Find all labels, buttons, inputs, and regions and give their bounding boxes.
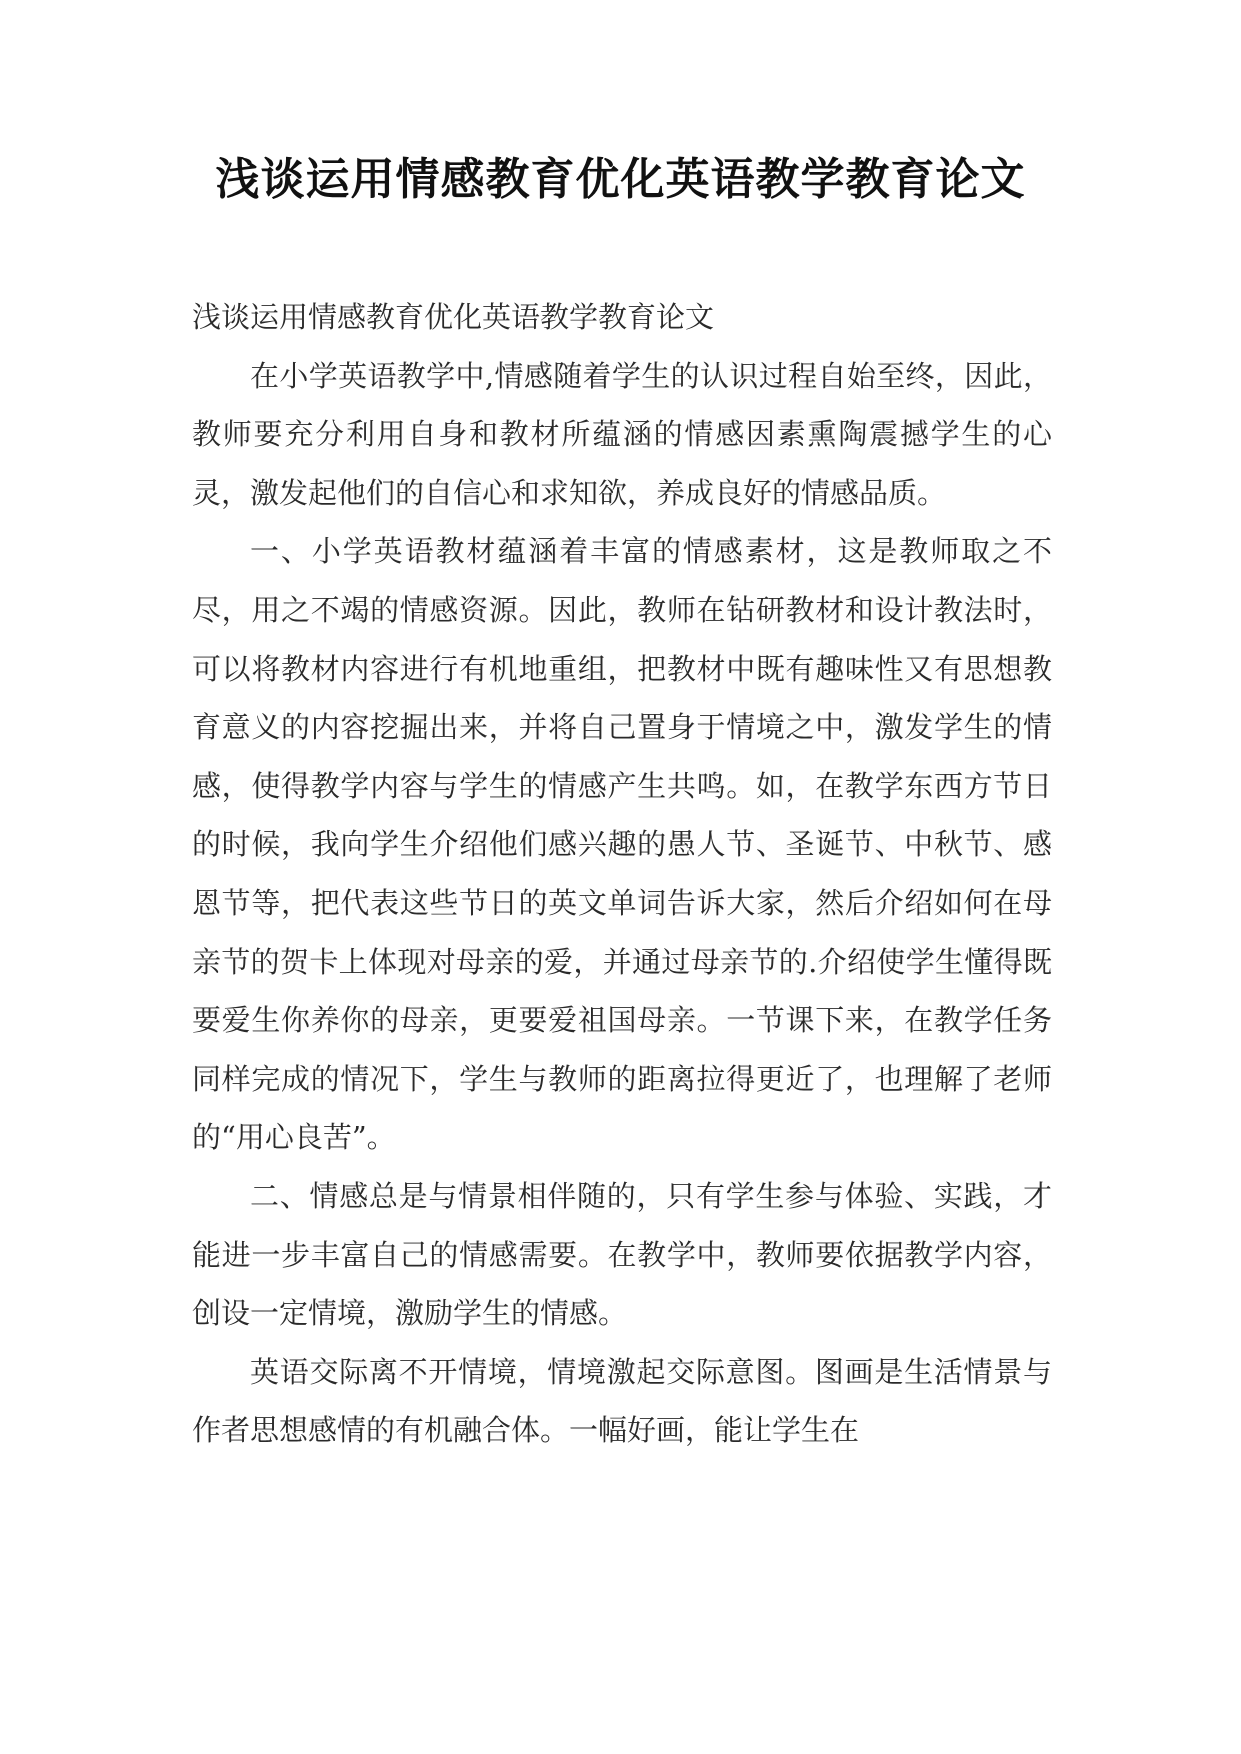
document-body	[192, 288, 1052, 1460]
paragraph-subtitle: 浅谈运用情感教育优化英语教学教育论文	[192, 300, 715, 334]
document-title: 浅谈运用情感教育优化英语教学教育论文	[215, 154, 1026, 205]
paragraph-intro: 在小学英语教学中,情感随着学生的认识过程自始至终，因此，教师要充分利用自身和教材所蕴涵的情感因素熏陶震撼学生的心灵，激发起他们的自信心和求知欲，养成良好的情感品质。	[192, 358, 1052, 510]
paragraph-section-two: 二、情感总是与情景相伴随的，只有学生参与体验、实践，才能进一步丰富自己的情感需要。在教学中，教师要依据教学内容，创设一定情境，激励学生的情感。	[192, 1178, 1052, 1331]
paragraph-situation: 英语交际离不开情境，情境激起交际意图。图画是生活情景与作者思想感情的有机融合体。一幅好画，能让学生在	[192, 1354, 1052, 1448]
paragraph-section-one: 一、小学英语教材蕴涵着丰富的情感素材，这是教师取之不尽，用之不竭的情感资源。因此，教师在钻研教材和设计教法时，可以将教材内容进行有机地重组，把教材中既有趣味性又有思想教育意义的内容挖掘出来，并将自己置身于情境之中，激发学生的情感，使得教学内容与学生的情感产生共鸣。如，在教学东西方节日的时候，我向学生介绍他们感兴趣的愚人节、圣诞节、中秋节、感恩节等，把代表这些节日的英文单词告诉大家，然后介绍如何在母亲节的贺卡上体现对母亲的爱，并通过母亲节的.介绍使学生懂得既要爱生你养你的母亲，更要爱祖国母亲。一节课下来，在教学任务同样完成的情况下，学生与教师的距离拉得更近了，也理解了老师的“用心良苦”。	[192, 534, 1052, 1155]
